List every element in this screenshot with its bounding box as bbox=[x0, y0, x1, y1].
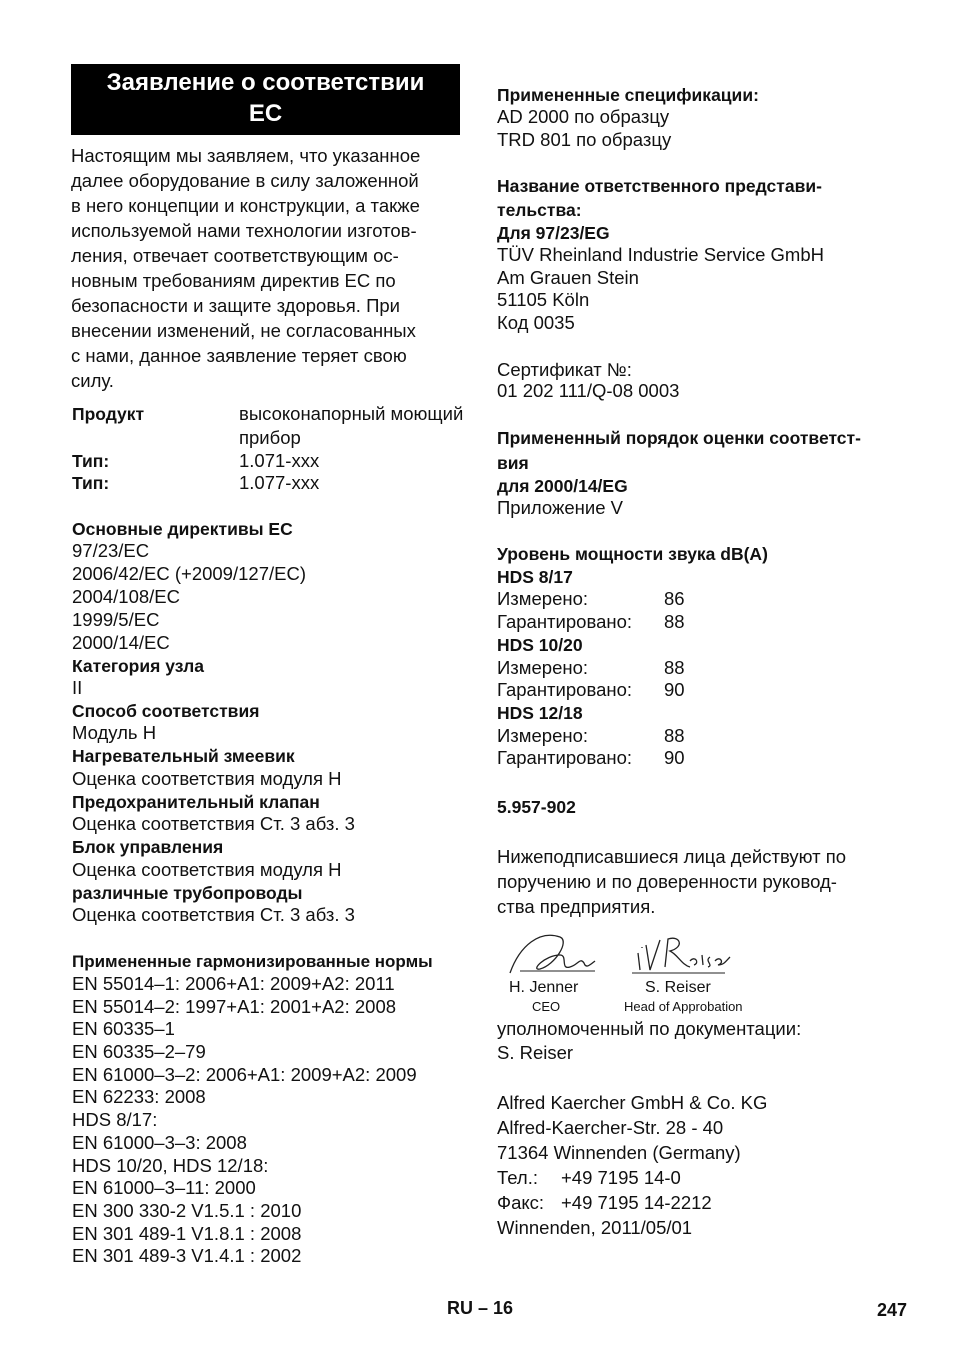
representative-line: Am Grauen Stein bbox=[497, 267, 639, 288]
representative-for-label: Для 97/23/EG bbox=[497, 223, 610, 243]
norm-item: EN 61000–3–3: 2008 bbox=[72, 1132, 247, 1153]
directive-item: 2006/42/EC (+2009/127/EC) bbox=[72, 563, 306, 584]
place-date: Winnenden, 2011/05/01 bbox=[497, 1217, 693, 1238]
specs-heading: Примененные спецификации: bbox=[497, 85, 759, 105]
phone-label: Тел.: bbox=[497, 1167, 539, 1188]
fax-value: +49 7195 14-2212 bbox=[561, 1192, 712, 1213]
signature-jenner bbox=[510, 935, 595, 973]
representative-heading: Название ответственного представи- bbox=[497, 176, 822, 196]
intro-line: с нами, данное заявление теряет свою bbox=[71, 345, 407, 366]
page-title bbox=[71, 64, 460, 135]
signatories-text: Нижеподписавшиеся лица действуют по bbox=[497, 846, 846, 867]
representative-line: TÜV Rheinland Industrie Service GmbH bbox=[497, 244, 824, 265]
category-heading: Категория узла bbox=[72, 656, 205, 676]
assessment-heading-cont: вия bbox=[497, 453, 529, 473]
title-line-2: ЕС bbox=[248, 100, 283, 127]
authorized-label: уполномоченный по документации: bbox=[497, 1018, 802, 1039]
product-value-cont: прибор bbox=[239, 427, 301, 448]
certificate-value: 01 202 111/Q-08 0003 bbox=[497, 380, 680, 401]
norm-item: EN 300 330-2 V1.5.1 : 2010 bbox=[72, 1200, 302, 1221]
representative-heading-cont: тельства: bbox=[497, 200, 582, 220]
signer-role: CEO bbox=[532, 999, 561, 1014]
safety-valve-value: Оценка соответствия Ст. 3 абз. 3 bbox=[72, 813, 355, 834]
assessment-value: Приложение V bbox=[497, 497, 623, 518]
intro-line: используемой нами технологии изготов- bbox=[71, 220, 417, 241]
document-number: 5.957-902 bbox=[497, 797, 576, 817]
fax-label: Факс: bbox=[497, 1192, 545, 1213]
company-line: 71364 Winnenden (Germany) bbox=[497, 1142, 741, 1163]
intro-line: Настоящим мы заявляем, что указанное bbox=[71, 145, 421, 166]
representative-line: Код 0035 bbox=[497, 312, 575, 333]
norm-item: EN 60335–2–79 bbox=[72, 1041, 206, 1062]
measured-label: Измерено: bbox=[497, 657, 589, 678]
type-label: Тип: bbox=[72, 451, 110, 471]
signer-name: S. Reiser bbox=[645, 979, 711, 996]
norm-item: HDS 8/17: bbox=[72, 1109, 158, 1130]
directives-heading: Основные директивы ЕС bbox=[72, 519, 293, 539]
sound-model-name: HDS 12/18 bbox=[497, 703, 583, 723]
intro-paragraph bbox=[71, 143, 471, 393]
guaranteed-label: Гарантировано: bbox=[497, 611, 633, 632]
measured-value: 88 bbox=[664, 657, 685, 678]
footer-language-page: RU – 16 bbox=[447, 1298, 514, 1318]
norm-item: EN 61000–3–2: 2006+A1: 2009+A2: 2009 bbox=[72, 1064, 417, 1085]
conformity-method-value: Модуль H bbox=[72, 722, 157, 743]
pipelines-heading: различные трубопроводы bbox=[72, 883, 303, 903]
category-value: II bbox=[72, 677, 83, 698]
certificate-label: Сертификат №: bbox=[497, 359, 632, 380]
guaranteed-value: 90 bbox=[664, 747, 685, 768]
intro-line: в него концепции и конструкции, а также bbox=[71, 195, 420, 216]
sound-heading: Уровень мощности звука dB(A) bbox=[497, 544, 768, 564]
intro-line: внесении изменений, не согласованных bbox=[71, 320, 416, 341]
safety-valve-heading: Предохранительный клапан bbox=[72, 792, 320, 812]
norm-item: EN 60335–1 bbox=[72, 1018, 175, 1039]
directive-item: 97/23/EC bbox=[72, 540, 150, 561]
phone-value: +49 7195 14-0 bbox=[561, 1167, 681, 1188]
intro-line: ления, отвечает соответствующим ос- bbox=[71, 245, 399, 266]
intro-line: далее оборудование в силу заложенной bbox=[71, 170, 419, 191]
directive-item: 2000/14/EC bbox=[72, 632, 170, 653]
signatories-text: поручению и по доверенности руковод- bbox=[497, 871, 837, 892]
type-label: Тип: bbox=[72, 473, 110, 493]
spec-item: TRD 801 по образцу bbox=[497, 129, 672, 150]
type-value: 1.077-xxx bbox=[239, 472, 320, 493]
sound-model-name: HDS 10/20 bbox=[497, 635, 583, 655]
heating-coil-heading: Нагревательный змеевик bbox=[72, 746, 295, 766]
assessment-heading: Примененный порядок оценки соответст- bbox=[497, 428, 861, 448]
heating-coil-value: Оценка соответствия модуля H bbox=[72, 768, 342, 789]
guaranteed-value: 88 bbox=[664, 611, 685, 632]
type-value: 1.071-xxx bbox=[239, 450, 320, 471]
pipelines-value: Оценка соответствия Ст. 3 абз. 3 bbox=[72, 904, 355, 925]
guaranteed-label: Гарантировано: bbox=[497, 747, 633, 768]
control-block-heading: Блок управления bbox=[72, 837, 224, 857]
measured-label: Измерено: bbox=[497, 725, 589, 746]
intro-line: силу. bbox=[71, 370, 114, 391]
assessment-for-label: для 2000/14/EG bbox=[497, 476, 628, 496]
signatories-text: ства предприятия. bbox=[497, 896, 656, 917]
representative-line: 51105 Köln bbox=[497, 289, 590, 310]
intro-line: безопасности и защите здоровья. При bbox=[71, 295, 401, 316]
norm-item: EN 301 489-3 V1.4.1 : 2002 bbox=[72, 1245, 302, 1266]
norm-item: EN 61000–3–11: 2000 bbox=[72, 1177, 256, 1198]
company-line: Alfred Kaercher GmbH & Co. KG bbox=[497, 1092, 768, 1113]
directive-item: 2004/108/EC bbox=[72, 586, 181, 607]
sound-model-name: HDS 8/17 bbox=[497, 567, 573, 587]
measured-value: 86 bbox=[664, 588, 685, 609]
title-line-1: Заявление о соответствии bbox=[106, 69, 425, 96]
norms-heading: Примененные гармонизированные нормы bbox=[72, 952, 433, 971]
spec-item: AD 2000 по образцу bbox=[497, 106, 670, 127]
footer-page-number: 247 bbox=[877, 1300, 908, 1320]
measured-label: Измерено: bbox=[497, 588, 589, 609]
guaranteed-label: Гарантировано: bbox=[497, 679, 633, 700]
guaranteed-value: 90 bbox=[664, 679, 685, 700]
measured-value: 88 bbox=[664, 725, 685, 746]
norm-item: EN 62233: 2008 bbox=[72, 1086, 206, 1107]
control-block-value: Оценка соответствия модуля H bbox=[72, 859, 342, 880]
norm-item: EN 55014–2: 1997+A1: 2001+A2: 2008 bbox=[72, 996, 397, 1017]
company-line: Alfred-Kaercher-Str. 28 - 40 bbox=[497, 1117, 724, 1138]
signature-reiser bbox=[632, 938, 730, 973]
directive-item: 1999/5/EC bbox=[72, 609, 160, 630]
norm-item: EN 301 489-1 V1.8.1 : 2008 bbox=[72, 1223, 302, 1244]
signer-role: Head of Approbation bbox=[624, 999, 743, 1014]
norm-item: HDS 10/20, HDS 12/18: bbox=[72, 1155, 269, 1176]
norm-item: EN 55014–1: 2006+A1: 2009+A2: 2011 bbox=[72, 973, 395, 994]
product-value: высоконапорный моющий bbox=[239, 403, 464, 424]
signer-name: H. Jenner bbox=[509, 979, 579, 996]
conformity-method-heading: Способ соответствия bbox=[72, 701, 260, 721]
authorized-name: S. Reiser bbox=[497, 1042, 574, 1063]
intro-line: новным требованиям директив ЕС по bbox=[71, 270, 396, 291]
signatures-image bbox=[500, 925, 740, 985]
product-label: Продукт bbox=[72, 404, 145, 424]
